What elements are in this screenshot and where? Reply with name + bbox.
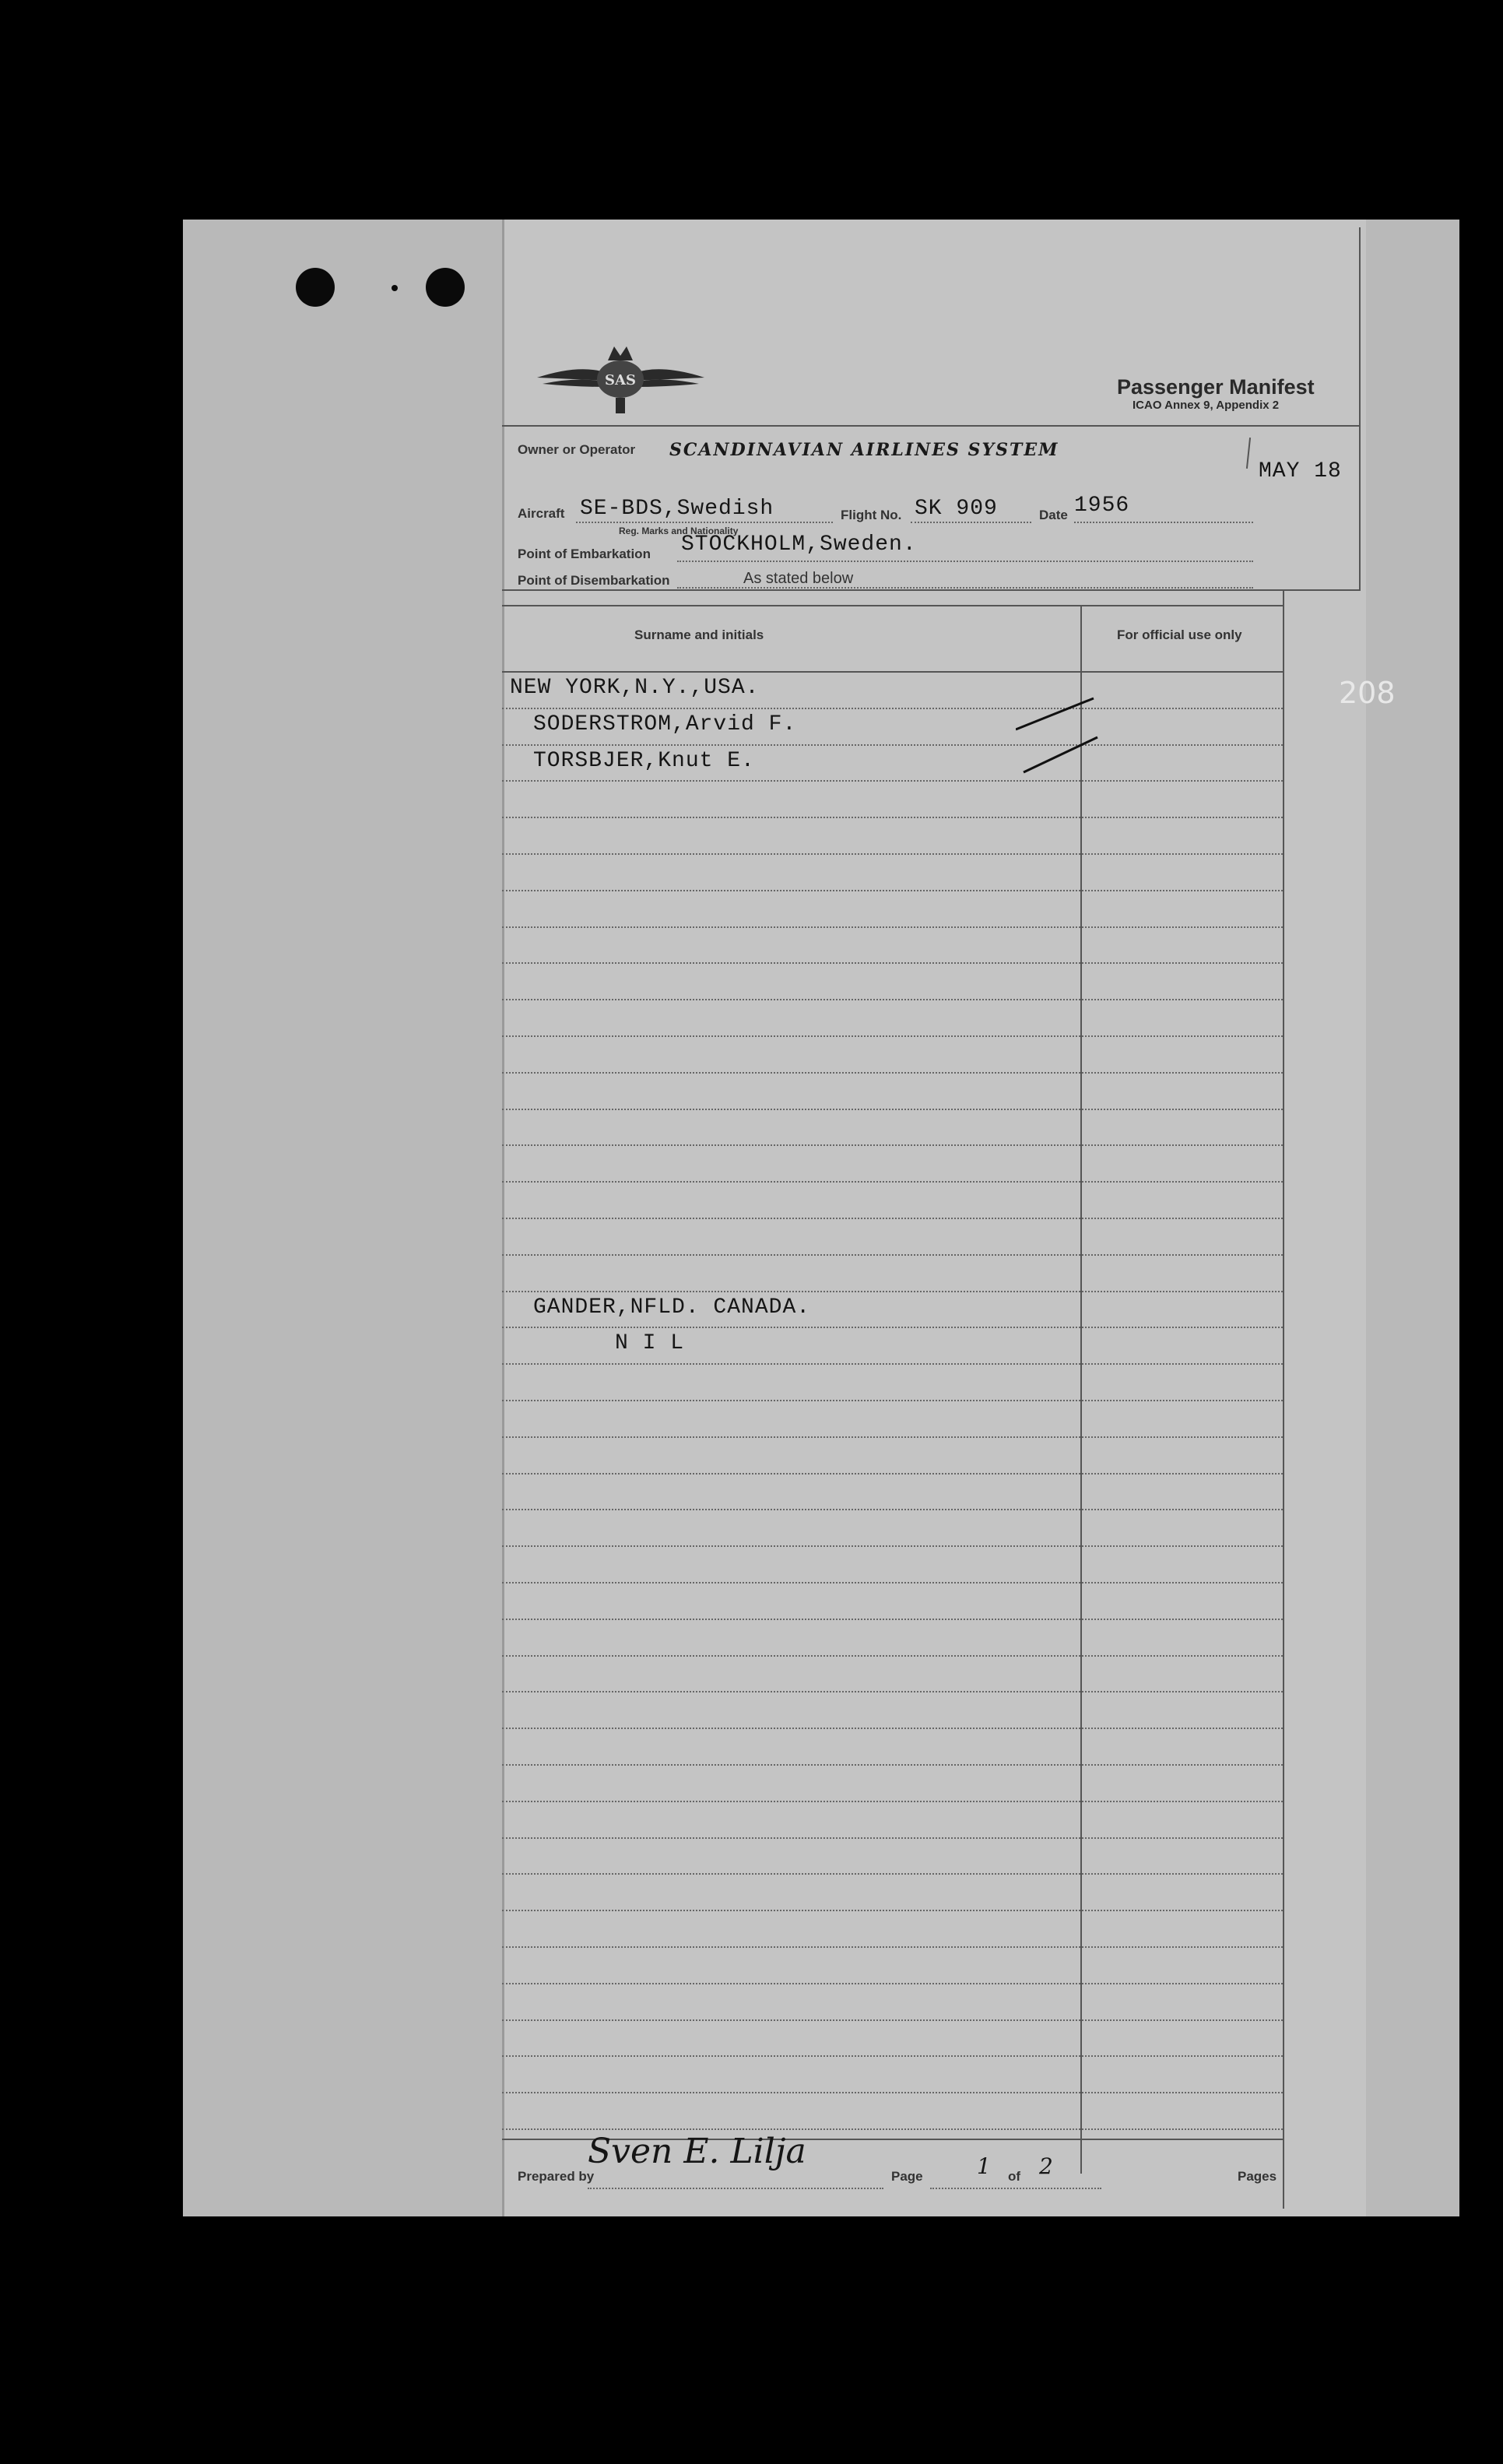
row-rule — [502, 1946, 1283, 1948]
owner-divider — [1246, 438, 1251, 469]
row-rule — [502, 2055, 1283, 2057]
disembarkation-line — [677, 587, 1253, 589]
row-rule — [502, 1400, 1283, 1401]
row-rule — [502, 853, 1283, 855]
row-rule — [502, 962, 1283, 964]
manifest-title: Passenger Manifest — [1117, 375, 1315, 399]
date-line — [1074, 522, 1253, 523]
page-number: 1 — [977, 2153, 992, 2179]
row-rule — [502, 1181, 1283, 1183]
embarkation-value: STOCKHOLM,Sweden. — [681, 533, 917, 557]
aircraft-line — [576, 522, 833, 523]
document-sheet — [183, 220, 1459, 2216]
column-header-surname: Surname and initials — [634, 627, 764, 642]
row-rule — [502, 1218, 1283, 1219]
row-rule — [502, 1363, 1283, 1365]
list-item — [502, 708, 1094, 743]
preparer-signature: Sven E. Lilja — [588, 2132, 806, 2171]
of-label: of — [1008, 2169, 1021, 2184]
punch-hole — [296, 268, 335, 307]
column-header-official-use: For official use only — [1117, 627, 1242, 642]
row-rule — [502, 1691, 1283, 1692]
header-right-border — [1359, 227, 1361, 589]
row-rule — [502, 2128, 1283, 2130]
pages-label: Pages — [1238, 2169, 1277, 2184]
flight-label: Flight No. — [841, 508, 902, 522]
row-rule — [502, 780, 1283, 782]
row-rule — [502, 1764, 1283, 1766]
date-label: Date — [1039, 508, 1068, 522]
row-rule — [502, 817, 1283, 818]
check-mark-icon — [1016, 694, 1101, 780]
row-rule — [502, 1983, 1283, 1984]
row-rule — [502, 1801, 1283, 1802]
row-rule — [502, 1035, 1283, 1037]
row-rule — [502, 1619, 1283, 1620]
list-item — [502, 1327, 1094, 1362]
aircraft-value: SE-BDS,Swedish — [580, 497, 774, 521]
punch-hole — [426, 268, 465, 307]
row-rule — [502, 2019, 1283, 2021]
reg-marks-note: Reg. Marks and Nationality — [619, 525, 739, 536]
header-bottom-rule — [502, 589, 1361, 591]
list-item — [502, 1291, 1094, 1326]
row-rule — [502, 926, 1283, 928]
passenger-entry-text: TORSBJER,Knut E. — [533, 748, 755, 773]
disembarkation-label: Point of Disembarkation — [518, 573, 670, 588]
aircraft-label: Aircraft — [518, 506, 565, 521]
header-step — [1283, 589, 1361, 591]
punch-dot — [392, 285, 398, 291]
manifest-form — [502, 220, 1366, 2216]
owner-value: SCANDINAVIAN AIRLINES SYSTEM — [669, 440, 1059, 460]
page-total: 2 — [1039, 2153, 1054, 2179]
svg-text:SAS: SAS — [605, 372, 636, 388]
row-rule — [502, 1509, 1283, 1510]
passenger-entry-text: SODERSTROM,Arvid F. — [533, 712, 797, 736]
column-divider — [1080, 605, 1082, 2174]
list-item — [502, 744, 1094, 779]
row-rule — [502, 1545, 1283, 1547]
row-rule — [502, 1144, 1283, 1146]
row-rule — [502, 2092, 1283, 2093]
row-rule — [502, 1910, 1283, 1911]
row-rule — [502, 890, 1283, 891]
row-rule — [502, 1582, 1283, 1583]
row-rule — [502, 999, 1283, 1000]
row-rule — [502, 1873, 1283, 1875]
embarkation-line — [677, 561, 1253, 562]
sas-winged-crest-icon — [533, 340, 708, 418]
row-rule — [502, 1473, 1283, 1475]
prepared-by-label: Prepared by — [518, 2169, 595, 2184]
row-rule — [502, 1109, 1283, 1110]
page-line — [930, 2188, 1101, 2189]
row-rule — [502, 1728, 1283, 1729]
row-rule — [502, 1436, 1283, 1438]
flight-value: SK 909 — [915, 497, 998, 521]
list-item — [502, 671, 1094, 706]
passenger-entry-text: GANDER,NFLD. CANADA. — [533, 1295, 811, 1320]
date-value-year: 1956 — [1074, 494, 1130, 518]
passenger-entry-text: N I L — [615, 1331, 685, 1356]
row-rule — [502, 1655, 1283, 1657]
row-rule — [502, 1072, 1283, 1074]
row-rule — [502, 1254, 1283, 1256]
archive-stamp-number: 208 — [1339, 676, 1396, 710]
date-value-month-day: MAY 18 — [1259, 459, 1342, 483]
embarkation-label: Point of Embarkation — [518, 547, 651, 561]
disembarkation-value: As stated below — [743, 570, 854, 587]
row-rule — [502, 1837, 1283, 1839]
manifest-subtitle: ICAO Annex 9, Appendix 2 — [1133, 399, 1280, 412]
signature-line — [588, 2188, 883, 2189]
table-right-border — [1283, 605, 1284, 2209]
passenger-entry-text: NEW YORK,N.Y.,USA. — [510, 676, 760, 700]
header-rule — [502, 425, 1361, 427]
flight-line — [911, 522, 1031, 523]
table-top-rule — [502, 605, 1284, 606]
page-label: Page — [891, 2169, 923, 2184]
owner-label: Owner or Operator — [518, 442, 636, 457]
